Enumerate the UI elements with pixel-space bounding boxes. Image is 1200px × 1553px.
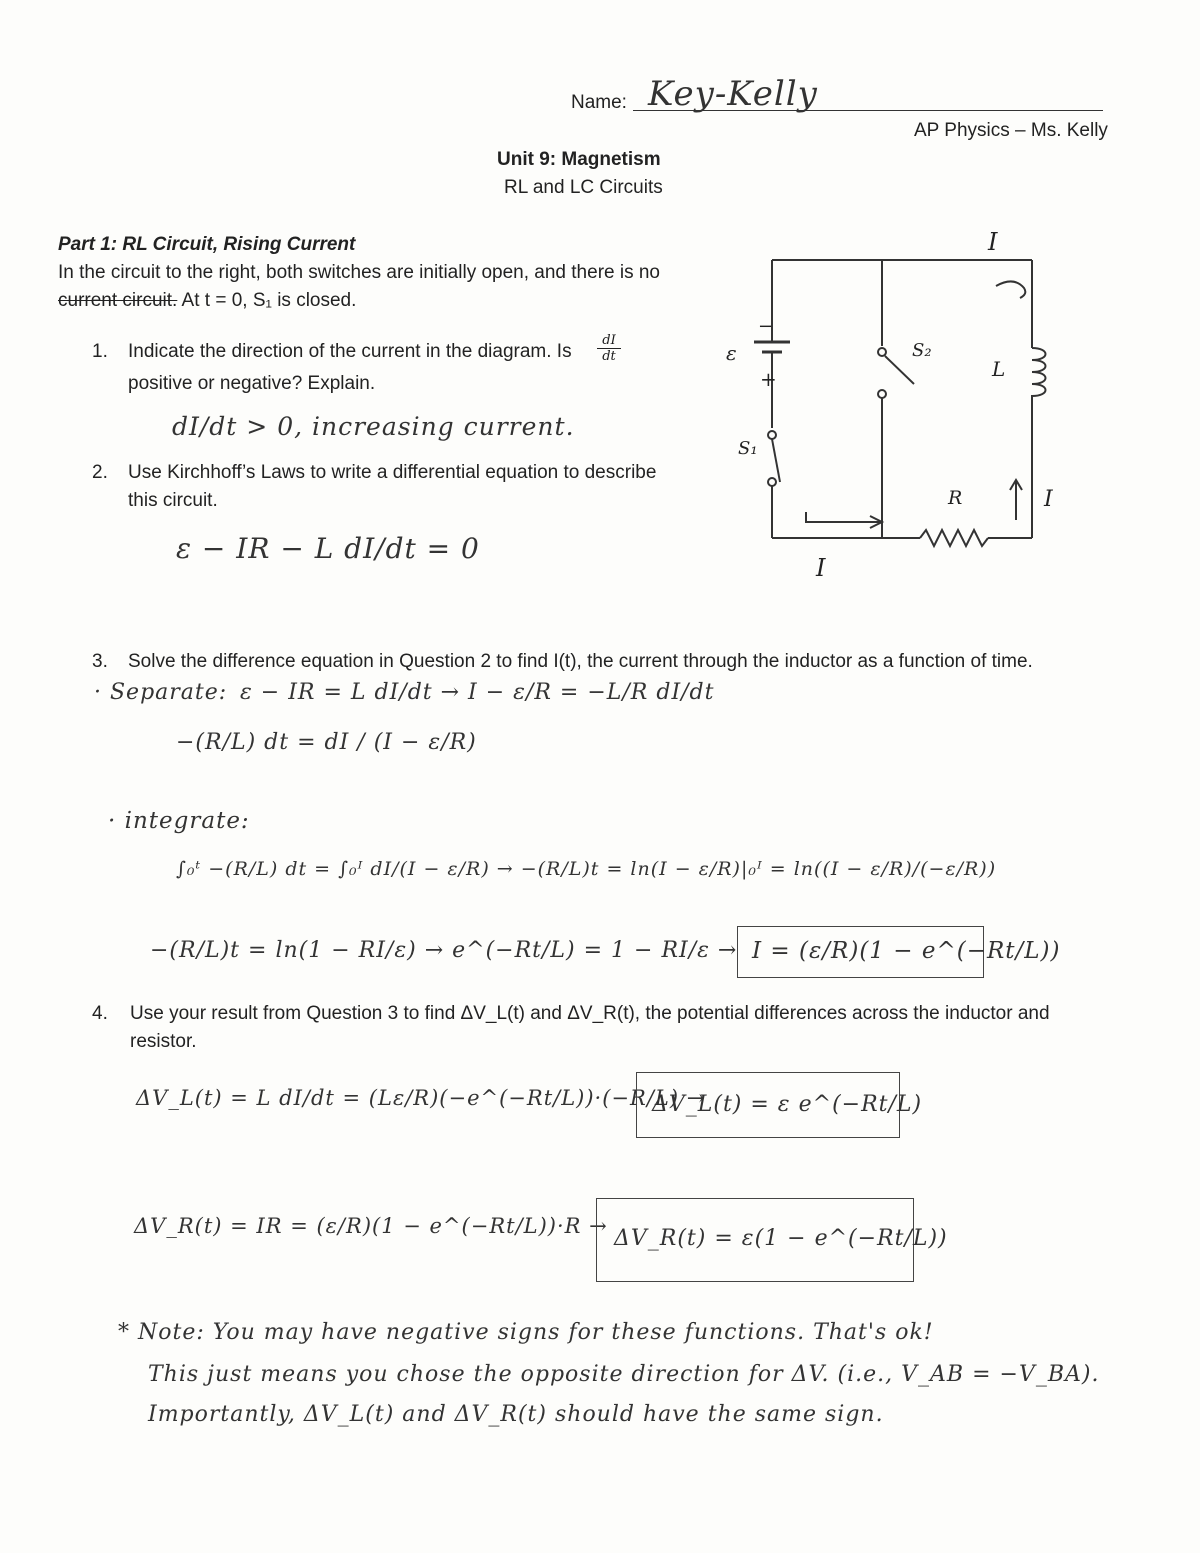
rl-circuit-diagram xyxy=(720,220,1070,590)
circuit-s1-label: S₁ xyxy=(738,438,758,459)
intro-line-1: In the circuit to the right, both switches are initially open, and there is no xyxy=(58,262,660,283)
circuit-current-bottom-label: I xyxy=(816,554,826,582)
q1-frac-num: dI xyxy=(602,333,616,348)
circuit-current-top-label: I xyxy=(988,228,998,256)
circuit-minus-label: − xyxy=(758,316,774,337)
circuit-s2-label: S₂ xyxy=(912,340,932,361)
current-arrow-top xyxy=(996,281,1025,298)
a3-separate-eq: ε − IR = L dI/dt → I − ε/R = −L/R dI/dt xyxy=(240,680,715,705)
q1-text-a: Indicate the direction of the current in the diagram. Is xyxy=(128,341,572,362)
q2-number: 2. xyxy=(92,462,108,483)
q4-number: 4. xyxy=(92,1003,108,1024)
a3-separate-eq2: −(R/L) dt = dI / (I − ε/R) xyxy=(176,730,477,755)
q2-text-b: this circuit. xyxy=(128,490,218,511)
note-line-3: Importantly, ΔV_L(t) and ΔV_R(t) should have the same sign. xyxy=(148,1402,884,1427)
note-line-2: This just means you chose the opposite direction for ΔV. (i.e., V_AB = −V_BA). xyxy=(148,1362,1100,1387)
unit-subtitle: RL and LC Circuits xyxy=(504,177,663,198)
a3-result: I = (ε/R)(1 − e^(−Rt/L)) xyxy=(752,938,1061,964)
q1-text-b: positive or negative? Explain. xyxy=(128,373,376,394)
circuit-plus-label: + xyxy=(760,367,777,391)
intro-struck-text: current circuit. xyxy=(58,290,178,311)
a3-integrate-eq: ∫₀ᵗ −(R/L) dt = ∫₀ᴵ dI/(I − ε/R) → −(R/L)t = ln(I − ε/R)|₀ᴵ = ln((I − ε/R)/(−ε/R)) xyxy=(176,858,997,880)
a4-vr-result: ΔV_R(t) = ε(1 − e^(−Rt/L)) xyxy=(614,1226,948,1251)
circuit-resistor-label: R xyxy=(948,487,963,509)
note-line-1: * Note: You may have negative signs for these functions. That's ok! xyxy=(118,1320,934,1345)
s1-switch-blade xyxy=(772,439,780,482)
circuit-current-right-label: I xyxy=(1044,487,1053,512)
a3-integrate-eq2: −(R/L)t = ln(1 − RI/ε) → e^(−Rt/L) = 1 − RI/ε → xyxy=(150,938,738,963)
course-label: AP Physics – Ms. Kelly xyxy=(914,120,1108,141)
q3-text: Solve the difference equation in Question 2 to find I(t), the current through the inductor as a function of time. xyxy=(128,651,1033,672)
inductor-coil xyxy=(1032,348,1046,402)
resistor-zigzag xyxy=(920,530,988,546)
circuit-emf-label: ε xyxy=(726,341,737,365)
a4-vl-result: ΔV_L(t) = ε e^(−Rt/L) xyxy=(652,1092,923,1117)
unit-title: Unit 9: Magnetism xyxy=(497,149,661,170)
circuit-inductor-label: L xyxy=(992,357,1006,381)
q1-fraction xyxy=(597,333,621,364)
q3-number: 3. xyxy=(92,651,108,672)
q4-text-a: Use your result from Question 3 to find ΔV_L(t) and ΔV_R(t), the potential differences across the inductor and xyxy=(130,1003,1050,1024)
current-arrow-bottom xyxy=(806,512,882,528)
name-value: Key-Kelly xyxy=(648,74,818,114)
q1-number: 1. xyxy=(92,341,108,362)
part-title: Part 1: RL Circuit, Rising Current xyxy=(58,234,356,255)
q4-text-b: resistor. xyxy=(130,1031,197,1052)
name-label: Name: xyxy=(571,92,627,113)
intro-line-2 xyxy=(58,290,356,312)
q2-text-a: Use Kirchhoff’s Laws to write a differential equation to describe xyxy=(128,462,657,483)
a1-answer: dI/dt > 0, increasing current. xyxy=(172,412,575,441)
a4-vr-work: ΔV_R(t) = IR = (ε/R)(1 − e^(−Rt/L))·R → xyxy=(134,1214,608,1238)
q1-frac-den: dt xyxy=(597,348,621,364)
a3-integrate-label: · integrate: xyxy=(108,808,250,834)
a2-answer: ε − IR − L dI/dt = 0 xyxy=(176,532,480,565)
intro-rest-text: At t = 0, S₁ is closed. xyxy=(181,290,357,311)
s2-switch-blade xyxy=(885,356,914,384)
current-arrow-right xyxy=(1010,480,1022,520)
a4-vl-work: ΔV_L(t) = L dI/dt = (Lε/R)(−e^(−Rt/L))·(−R/L) → xyxy=(136,1086,706,1110)
a3-separate-label: · Separate: xyxy=(94,680,228,705)
